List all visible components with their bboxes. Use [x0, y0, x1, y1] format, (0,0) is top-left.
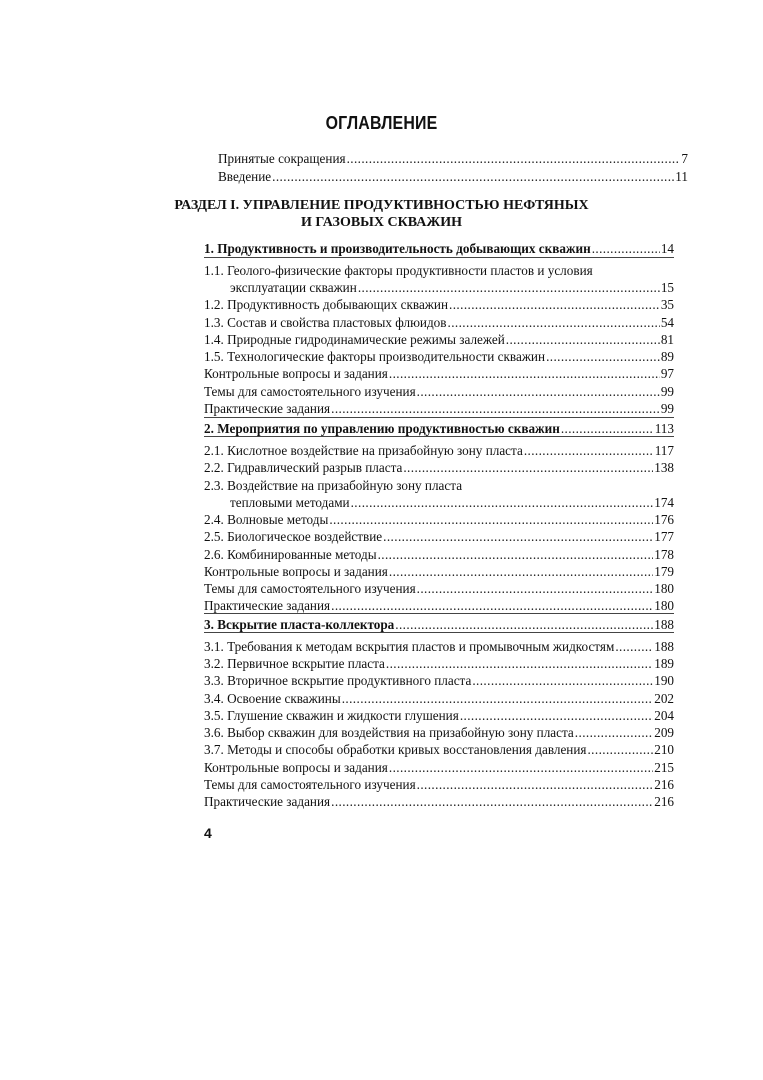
- toc-entry-title: 3. Вскрытие пласта-коллектора: [204, 617, 395, 632]
- toc-leader-dots: [331, 598, 653, 613]
- toc-leader-dots: [351, 495, 654, 510]
- toc-entry-title: 3.1. Требования к методам вскрытия пластов и промывочным жидкостям: [204, 639, 615, 654]
- toc-entry-page: 176: [654, 512, 674, 527]
- toc-entry[interactable]: [204, 561, 674, 579]
- toc-entry-page: 188: [654, 617, 674, 632]
- toc-entry-title: Принятые сокращения: [218, 151, 346, 166]
- toc-entry-title: 3.2. Первичное вскрытие пласта: [204, 656, 385, 671]
- toc-entry[interactable]: [204, 363, 674, 381]
- toc-entry[interactable]: [204, 653, 674, 671]
- toc-entry-page: 190: [654, 673, 674, 688]
- toc-entry-page: 113: [654, 421, 674, 436]
- toc-leader-dots: [472, 673, 653, 688]
- toc-entry-title: 3.7. Методы и способы обработки кривых восстановления давления: [204, 742, 587, 757]
- toc-entry-page: 54: [660, 315, 674, 330]
- toc-entry-page: 11: [675, 169, 688, 184]
- toc-title: ОГЛАВЛЕНИЕ: [325, 112, 438, 133]
- toc-chapter-heading[interactable]: [204, 238, 674, 256]
- toc-entry-first-line[interactable]: [204, 260, 593, 278]
- toc-entry-page: 202: [654, 691, 674, 706]
- toc-entry-title: 2.2. Гидравлический разрыв пласта: [204, 460, 403, 475]
- toc-entry-page: 204: [654, 708, 674, 723]
- toc-entry[interactable]: [204, 774, 674, 792]
- toc-entry-title: Контрольные вопросы и задания: [204, 760, 388, 775]
- toc-leader-dots: [342, 691, 654, 706]
- toc-entry[interactable]: [204, 381, 674, 399]
- toc-entry-page: 177: [654, 529, 674, 544]
- toc-entry[interactable]: [204, 294, 674, 312]
- toc-entry[interactable]: [230, 492, 674, 510]
- toc-entry-page: 14: [660, 241, 674, 256]
- toc-entry[interactable]: [204, 346, 674, 364]
- toc-entry-page: 35: [660, 297, 674, 312]
- toc-entry-title: 3.6. Выбор скважин для воздействия на призабойную зону пласта: [204, 725, 574, 740]
- toc-entry-title: 3.5. Глушение скважин и жидкости глушения: [204, 708, 459, 723]
- toc-entry-page: 138: [654, 460, 674, 475]
- toc-entry-title: 2.1. Кислотное воздействие на призабойную зону пласта: [204, 443, 523, 458]
- toc-entry[interactable]: [204, 578, 674, 596]
- toc-entry-page: 180: [654, 581, 674, 596]
- toc-entry-page: 188: [654, 639, 674, 654]
- toc-leader-dots: [331, 794, 653, 809]
- toc-entry-title: Темы для самостоятельного изучения: [204, 581, 416, 596]
- page-number: 4: [204, 825, 212, 841]
- toc-entry-page: 180: [654, 598, 674, 613]
- toc-entry-title: 2.5. Биологическое воздействие: [204, 529, 383, 544]
- toc-chapter-heading[interactable]: [204, 418, 674, 436]
- toc-entry-page: 89: [660, 349, 674, 364]
- toc-entry-title: 1.2. Продуктивность добывающих скважин: [204, 297, 449, 312]
- section-heading-line-1: РАЗДЕЛ I. УПРАВЛЕНИЕ ПРОДУКТИВНОСТЬЮ НЕФТЯНЫХ: [174, 198, 589, 213]
- toc-entry[interactable]: [204, 670, 674, 688]
- toc-entry-title: Контрольные вопросы и задания: [204, 366, 388, 381]
- toc-leader-dots: [524, 443, 654, 458]
- toc-entry-first-line[interactable]: [204, 475, 462, 493]
- toc-entry-title: 1. Продуктивность и производительность добывающих скважин: [204, 241, 591, 256]
- toc-entry[interactable]: [204, 757, 674, 775]
- toc-entry-page: 178: [654, 547, 674, 562]
- toc-leader-dots: [389, 366, 660, 381]
- section-heading-line-2: И ГАЗОВЫХ СКВАЖИН: [301, 215, 462, 230]
- toc-leader-dots: [378, 547, 654, 562]
- toc-leader-dots: [575, 725, 653, 740]
- toc-entry[interactable]: [230, 277, 674, 295]
- toc-entry-page: 117: [654, 443, 674, 458]
- toc-leader-dots: [403, 460, 653, 475]
- toc-entry[interactable]: [204, 312, 674, 330]
- toc-entry[interactable]: [204, 688, 674, 706]
- toc-leader-dots: [331, 401, 660, 416]
- toc-entry-page: 210: [654, 742, 674, 757]
- toc-entry[interactable]: [218, 166, 688, 184]
- toc-leader-dots: [358, 280, 660, 295]
- toc-leader-dots: [460, 708, 653, 723]
- toc-entry-title: Практические задания: [204, 598, 331, 613]
- toc-entry-title: 3.3. Вторичное вскрытие продуктивного пласта: [204, 673, 472, 688]
- toc-entry-title: 2. Мероприятия по управлению продуктивностью скважин: [204, 421, 560, 436]
- toc-leader-dots: [561, 421, 654, 436]
- toc-entry-title: 1.1. Геолого-физические факторы продуктивности пластов и условия: [204, 263, 593, 278]
- toc-chapter-heading[interactable]: [204, 614, 674, 632]
- toc-leader-dots: [389, 760, 653, 775]
- toc-entry-title: 1.3. Состав и свойства пластовых флюидов: [204, 315, 447, 330]
- toc-entry-title: 1.4. Природные гидродинамические режимы залежей: [204, 332, 505, 347]
- toc-entry-title: Контрольные вопросы и задания: [204, 564, 388, 579]
- toc-entry-page: 7: [681, 151, 688, 166]
- toc-leader-dots: [395, 617, 653, 632]
- toc-entry[interactable]: [204, 791, 674, 809]
- toc-entry[interactable]: [204, 722, 674, 740]
- toc-entry-page: 216: [654, 794, 674, 809]
- toc-entry-page: 174: [654, 495, 674, 510]
- toc-leader-dots: [417, 581, 654, 596]
- toc-leader-dots: [347, 151, 681, 166]
- toc-entry-page: 81: [660, 332, 674, 347]
- toc-leader-dots: [506, 332, 660, 347]
- divider: [204, 632, 674, 633]
- toc-entry[interactable]: [204, 595, 674, 613]
- toc-entry-title: 2.6. Комбинированные методы: [204, 547, 377, 562]
- toc-entry-title: тепловыми методами: [230, 495, 350, 510]
- toc-entry[interactable]: [204, 705, 674, 723]
- toc-leader-dots: [587, 742, 653, 757]
- toc-entry-page: 189: [654, 656, 674, 671]
- toc-entry-title: эксплуатации скважин: [230, 280, 357, 295]
- toc-entry[interactable]: [204, 509, 674, 527]
- divider: [204, 436, 674, 437]
- toc-leader-dots: [592, 241, 660, 256]
- toc-entry-page: 179: [654, 564, 674, 579]
- toc-entry-page: 99: [660, 401, 674, 416]
- toc-leader-dots: [546, 349, 660, 364]
- toc-entry-title: Практические задания: [204, 794, 331, 809]
- divider: [204, 257, 674, 258]
- toc-entry-page: 99: [660, 384, 674, 399]
- toc-leader-dots: [615, 639, 653, 654]
- toc-entry-title: 2.3. Воздействие на призабойную зону пласта: [204, 478, 463, 493]
- toc-entry-title: Темы для самостоятельного изучения: [204, 777, 416, 792]
- toc-entry[interactable]: [204, 329, 674, 347]
- toc-leader-dots: [329, 512, 653, 527]
- toc-entry[interactable]: [204, 636, 674, 654]
- toc-entry[interactable]: [218, 148, 688, 166]
- toc-entry-page: 209: [654, 725, 674, 740]
- toc-leader-dots: [449, 297, 660, 312]
- toc-entry[interactable]: [204, 398, 674, 416]
- toc-entry-title: 3.4. Освоение скважины: [204, 691, 341, 706]
- toc-entry-page: 15: [660, 280, 674, 295]
- toc-entry-title: Практические задания: [204, 401, 331, 416]
- toc-entry-title: Введение: [218, 169, 272, 184]
- toc-entry[interactable]: [204, 739, 674, 757]
- toc-entry[interactable]: [204, 544, 674, 562]
- toc-entry-page: 216: [654, 777, 674, 792]
- toc-leader-dots: [417, 384, 660, 399]
- toc-leader-dots: [272, 169, 674, 184]
- toc-entry-title: 1.5. Технологические факторы производительности скважин: [204, 349, 546, 364]
- toc-entry-page: 215: [654, 760, 674, 775]
- toc-entry-title: 2.4. Волновые методы: [204, 512, 329, 527]
- toc-leader-dots: [448, 315, 660, 330]
- toc-leader-dots: [417, 777, 654, 792]
- toc-entry-page: 97: [660, 366, 674, 381]
- toc-entry[interactable]: [204, 440, 674, 458]
- toc-entry[interactable]: [204, 526, 674, 544]
- toc-entry[interactable]: [204, 457, 674, 475]
- toc-leader-dots: [386, 656, 653, 671]
- toc-leader-dots: [389, 564, 653, 579]
- toc-entry-title: Темы для самостоятельного изучения: [204, 384, 416, 399]
- toc-leader-dots: [383, 529, 653, 544]
